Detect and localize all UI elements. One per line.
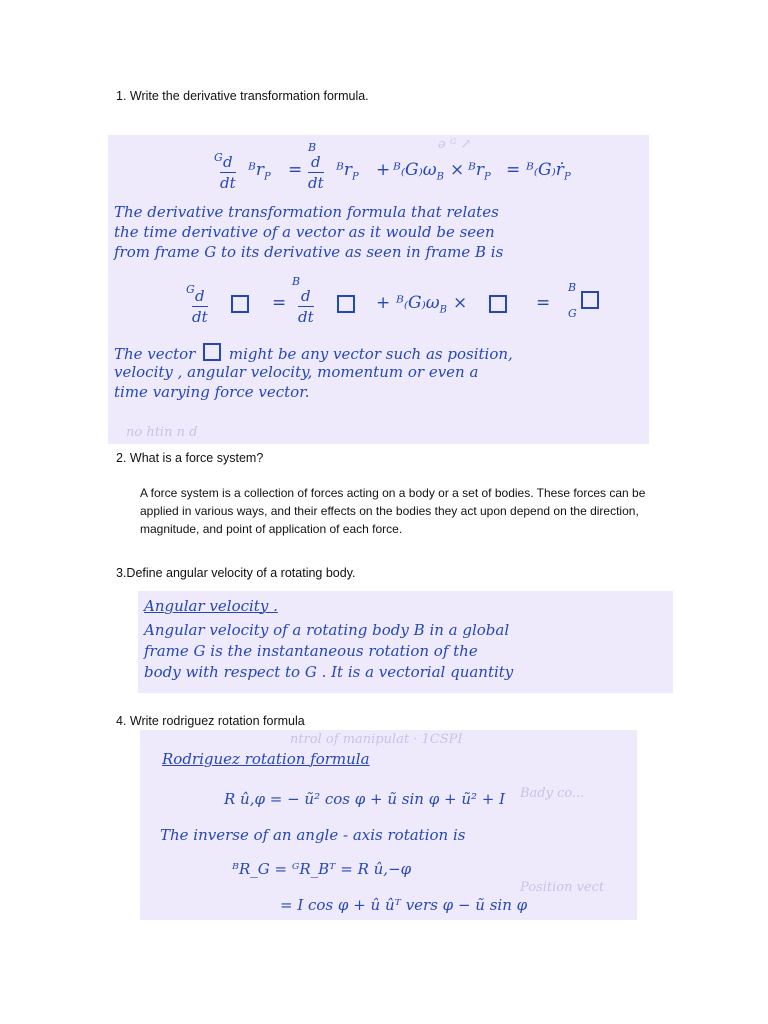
formula1-rhs: ᴮ₍G₎ṙ$_P$ — [526, 160, 571, 183]
vector-square-icon — [203, 343, 221, 361]
formula2-rhs-sup: B — [568, 281, 577, 294]
handwritten-image-1 — [108, 135, 649, 444]
formula2-square-2 — [334, 295, 358, 315]
formula1-cross: × — [450, 160, 465, 180]
q4-formula-2: ᴮR_G = ᴳR_Bᵀ = R û,−φ — [232, 860, 412, 878]
q3-text-line-1: Angular velocity of a rotating body B in a global — [144, 621, 510, 639]
bleed-through-text: Position vect — [520, 880, 605, 895]
q4-formula-1: R û,φ = − ũ² cos φ + ũ sin φ + ũ² + I — [224, 790, 506, 808]
q1-text-line-2: the time derivative of a vector as it would be seen — [114, 223, 495, 241]
bleed-through-text: Bady co... — [520, 786, 585, 801]
formula1-pre2: B — [308, 141, 317, 154]
q1-text-line-1: The derivative transformation formula that relates — [114, 203, 499, 221]
q3-heading: Angular velocity . — [144, 597, 278, 615]
formula2-cross: × — [453, 293, 468, 313]
formula1-pre: G — [214, 151, 223, 164]
formula2-fraction-1: d dt — [192, 287, 208, 326]
bleed-through-text: no htin n d — [126, 425, 198, 440]
formula1-term3: ᴮr$_P$ — [468, 160, 491, 183]
bleed-through-text: ntrol of manipulat · 1CSPI — [290, 732, 463, 747]
handwritten-image-3 — [140, 730, 637, 920]
question-3: 3.Define angular velocity of a rotating body. — [116, 566, 356, 580]
formula1-equals-2: = — [506, 160, 521, 180]
formula2-rhs-sub: G — [568, 307, 577, 320]
q1-text-line-4: The vector might be any vector such as position, — [114, 345, 513, 363]
formula2-plus: + — [376, 293, 391, 313]
question-4: 4. Write rodriguez rotation formula — [116, 714, 305, 728]
formula2-equals-2: = — [536, 293, 551, 313]
q4-formula-3: = I cos φ + û ûᵀ vers φ − ũ sin φ — [280, 896, 528, 914]
formula2-square-3 — [486, 295, 510, 315]
q1-text-line-6: time varying force vector. — [114, 383, 310, 401]
bleed-through-text: ə ᴳ ↗ — [438, 137, 472, 152]
q3-text-line-2: frame G is the instantaneous rotation of the — [144, 642, 478, 660]
q1-text-line-3: from frame G to its derivative as seen in frame B is — [114, 243, 504, 261]
question-1: 1. Write the derivative transformation formula. — [116, 89, 369, 103]
formula2-pre2: B — [292, 275, 301, 288]
answer-2: A force system is a collection of forces acting on a body or a set of bodies. These forces can be applied in various ways, and their effects on the bodies they act upon depend on the direction, magnitude, and point of application of each force. — [140, 486, 646, 536]
question-2: 2. What is a force system? — [116, 451, 264, 465]
formula1-fraction-2: d dt — [308, 153, 324, 192]
q4-heading: Rodriguez rotation formula — [162, 750, 370, 768]
q1-text-line-5: velocity , angular velocity, momentum or even a — [114, 363, 479, 381]
formula2-equals: = — [272, 293, 287, 313]
formula1-equals: = — [288, 160, 303, 180]
formula2-pre: G — [186, 283, 195, 296]
formula1-omega: $ᴮ_(G_)\omega_B$ — [393, 160, 445, 183]
q3-text-line-3: body with respect to G . It is a vectorial quantity — [144, 663, 514, 681]
formula2-square-4 — [578, 291, 602, 311]
formula2-square-1 — [228, 295, 252, 315]
formula2-fraction-2: d dt — [298, 287, 314, 326]
formula1-term1: ᴮr$_P$ — [248, 160, 271, 183]
formula1-term2: ᴮr$_P$ — [336, 160, 359, 183]
q4-text-line-1: The inverse of an angle - axis rotation is — [160, 826, 466, 844]
formula2-omega: $ᴮ_(G_)\omega_B$ — [396, 293, 448, 316]
formula1-plus: + — [376, 160, 391, 180]
handwritten-image-2 — [138, 591, 673, 693]
formula1-fraction-1: d dt — [220, 153, 236, 192]
